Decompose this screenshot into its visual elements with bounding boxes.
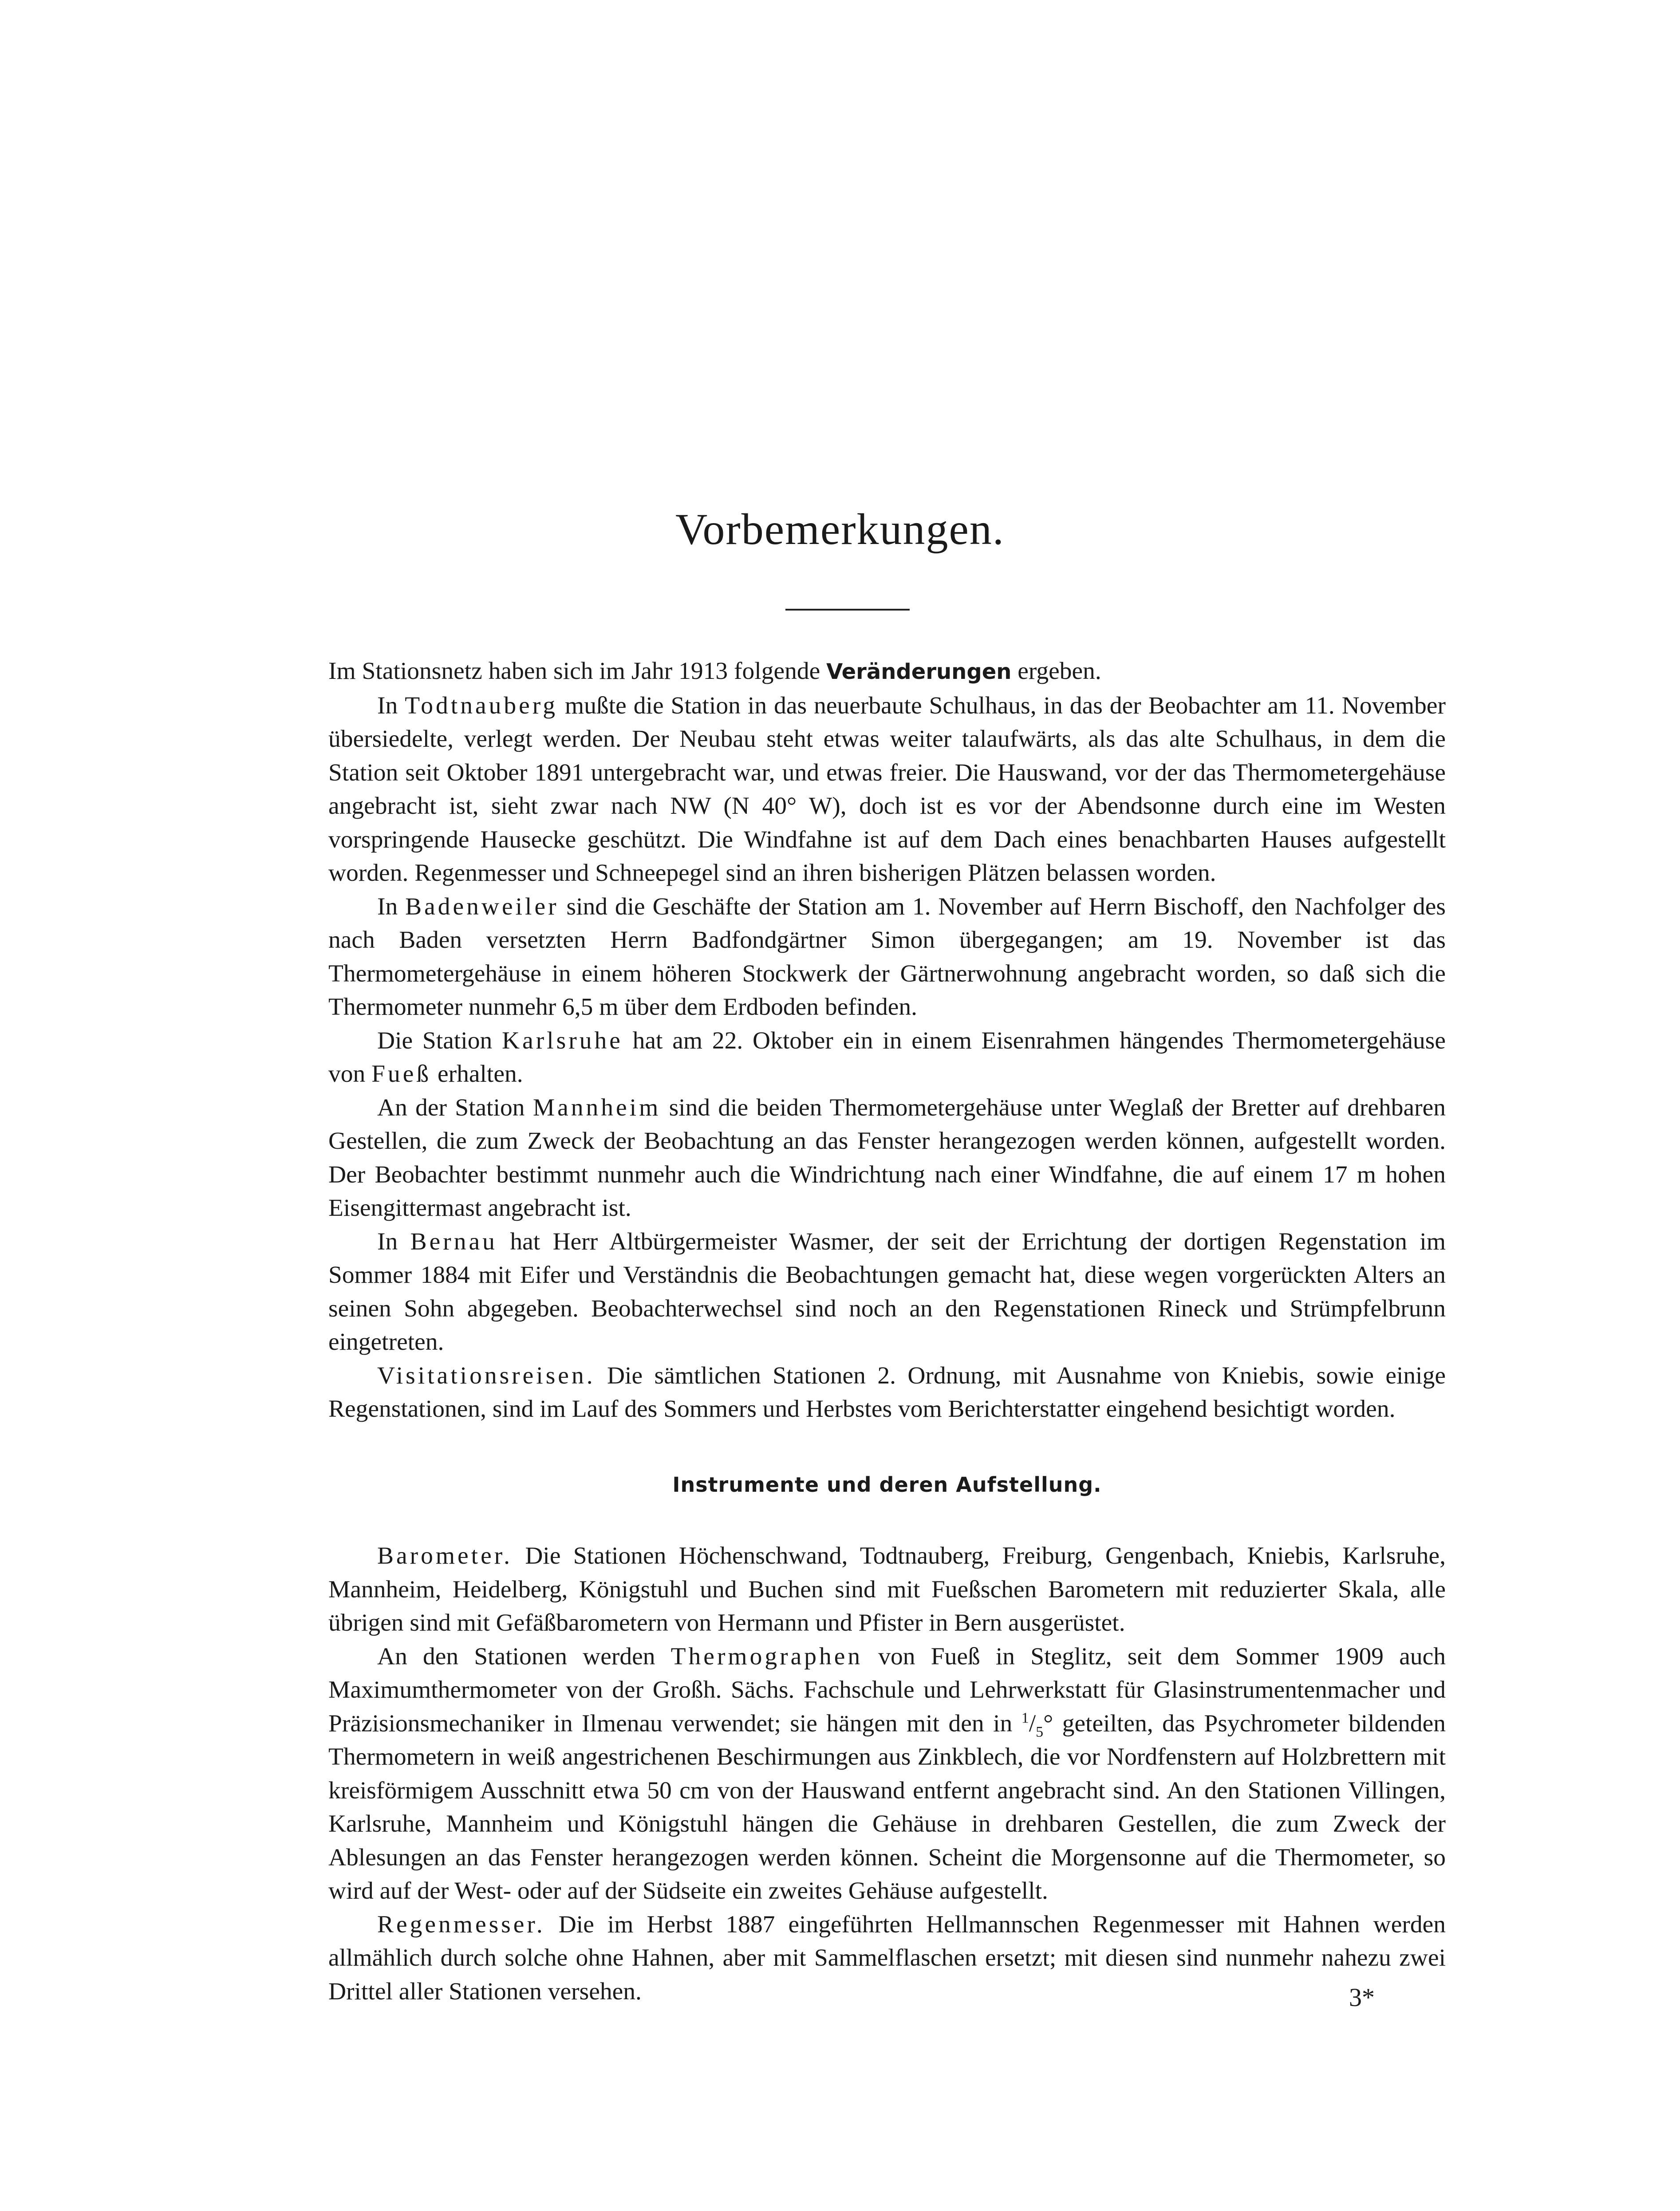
text-run: Die sämtlichen Stationen 2. Ordnung, mit Ausnahme von Kniebis, sowie einige Regenstationen, sind im Lauf des Sommers und Herbstes vom Berichterstatter eingehend besichtigt worden. [328,1362,1446,1423]
text-run: An den Stationen werden [377,1643,671,1670]
topic-term: Regenmesser. [377,1911,545,1938]
body-text [328,654,1446,2008]
paragraph-thermographen: An den Stationen werden Thermographen von Fueß in Steglitz, seit dem Sommer 1909 auch Maximumthermometer von der Großh. Sächs. Fachschule und Lehrwerkstatt für Glasinstrumentenmacher und Präzisionsmechaniker in Ilmenau verwendet; sie hängen mit den in $^1/_5^\circ$ geteilten, das Psychrometer bildenden Thermometern in weiß angestrichenen Beschirmungen aus Zinkblech, die vor Nordfenstern auf Holzbrettern mit kreisförmigem Ausschnitt etwa 50 cm von der Hauswand entfernt angebracht sind. An den Stationen Villingen, Karlsruhe, Mannheim und Königstuhl hängen die Gehäuse in drehbaren Gestellen, die zum Zweck der Ablesungen an das Fenster herangezogen werden können. Scheint die Morgensonne auf die Thermometer, so wird auf der West- oder auf der Südseite ein zweites Gehäuse aufgestellt. [328,1643,1446,1904]
paragraph-intro [328,654,1446,689]
paragraph-visitationsreisen [328,1359,1446,1426]
text-run: An der Station [377,1094,533,1121]
text-run: Die Stationen Höchenschwand, Todtnauberg, Freiburg, Gengenbach, Kniebis, Karlsruhe, Mannheim, Heidelberg, Königstuhl und Buchen sind mit Fueßschen Barometern mit reduzierter Skala, alle übrigen sind mit Gefäßbarometern von Hermann und Pfister in Bern ausgerüstet. [328,1542,1446,1636]
text-run: Die Station [377,1027,502,1054]
text-run: sind die Geschäfte der Station am 1. November auf Herrn Bischoff, den Nachfolger des nach Baden versetzten Herrn Badfondgärtner Simon übergegangen; am 19. November ist das Thermometergehäuse in einem höheren Stockwerk der Gärtnerwohnung angebracht worden, so daß sich die Thermometer nunmehr 6,5 m über dem Erdboden befinden. [328,893,1446,1021]
station-name: Karlsruhe [502,1027,623,1054]
text-run: erhalten. [431,1060,523,1088]
station-name: Bernau [410,1228,497,1255]
text-run: Die im Herbst 1887 eingeführten Hellmannschen Regenmesser mit Hahnen werden allmählich durch solche ohne Hahnen, aber mit Sammelflaschen ersetzt; mit diesen sind nunmehr nahezu zwei Drittel aller Stationen versehen. [328,1911,1446,2005]
paragraph-barometer [328,1539,1446,1640]
text-run: von Fueß in Steglitz, seit dem Sommer 1909 auch Maximumthermometer von der Großh. Sächs. Fachschule und Lehrwerkstatt für Glasinstrumentenmacher und Präzisionsmechaniker in Ilmenau verwendet; sie hängen mit den in [328,1643,1446,1737]
section-heading: Instrumente und deren Aufstellung. [672,1472,1102,1497]
text-run: ergeben. [1011,658,1101,685]
paragraph-regenmesser [328,1908,1446,2009]
page-number: 3* [1349,1983,1375,2012]
text-run: mußte die Station in das neuerbaute Schulhaus, in das der Beobachter am 11. November übersiedelte, verlegt werden. Der Neubau steht etwas weiter talaufwärts, als das alte Schulhaus, in dem die Station seit Oktober 1891 untergebracht war, und etwas freier. Die Hauswand, vor der das Thermometergehäuse angebracht ist, sieht zwar nach NW (N 40° W), doch ist es vor der Abendsonne durch eine im Westen vorspringende Hausecke geschützt. Die Windfahne ist auf dem Dach eines benachbarten Hauses aufgestellt worden. Regenmesser und Schneepegel sind an ihren bisherigen Plätzen belassen worden. [328,692,1446,887]
topic-term: Barometer. [377,1542,513,1569]
paragraph-badenweiler [328,890,1446,1024]
station-name: Badenweiler [405,893,559,920]
text-run: Im Stationsnetz haben sich im Jahr 1913 folgende [328,658,827,685]
fraction-numerator: 1 [1021,1710,1029,1726]
text-run: hat am 22. Oktober ein in einem Eisenrahmen hängendes Thermometergehäuse von [328,1027,1446,1088]
topic-term: Visitationsreisen. [377,1362,595,1389]
station-name: Mannheim [532,1094,661,1121]
maker-name: Fueß [371,1060,432,1088]
paragraph-todtnauberg [328,689,1446,890]
title-divider [785,609,910,611]
paragraph-bernau [328,1225,1446,1359]
text-run: In [377,692,405,719]
topic-term: Thermographen [670,1643,863,1670]
bold-term: Veränderungen [826,659,1012,684]
text-run: ° geteilten, das Psychrometer bildenden Thermometern in weiß angestrichenen Beschirmungen aus Zinkblech, die vor Nordfenstern auf Holzbrettern mit kreisförmigem Ausschnitt etwa 50 cm von der Hauswand entfernt angebracht sind. An den Stationen Villingen, Karlsruhe, Mannheim und Königstuhl hängen die Gehäuse in drehbaren Gestellen, die zum Zweck der Ablesungen an das Fenster herangezogen werden können. Scheint die Morgensonne auf die Thermometer, so wird auf der West- oder auf der Südseite ein zweites Gehäuse aufgestellt. [328,1710,1446,1904]
text-run: hat Herr Altbürgermeister Wasmer, der seit der Errichtung der dortigen Regenstation im Sommer 1884 mit Eifer und Verständnis die Beobachtungen gemacht hat, diese wegen vorgerückten Alters an seinen Sohn abgegeben. Beobachterwechsel sind noch an den Regenstationen Rineck und Strümpfelbrunn eingetreten. [328,1228,1446,1356]
text-run: In [377,1228,410,1255]
paragraph-mannheim [328,1091,1446,1225]
page-title: Vorbemerkungen. [675,504,1005,554]
station-name: Todtnauberg [405,692,558,719]
text-run: In [377,893,406,920]
text-run: sind die beiden Thermometergehäuse unter Weglaß der Bretter auf drehbaren Gestellen, die zum Zweck der Beobachtung an das Fenster herangezogen werden können, aufgestellt worden. Der Beobachter bestimmt nunmehr auch die Windrichtung nach einer Windfahne, die auf einem 17 m hohen Eisengittermast angebracht ist. [328,1094,1446,1222]
paragraph-karlsruhe [328,1024,1446,1091]
fraction-denominator: 5 [1036,1723,1044,1740]
